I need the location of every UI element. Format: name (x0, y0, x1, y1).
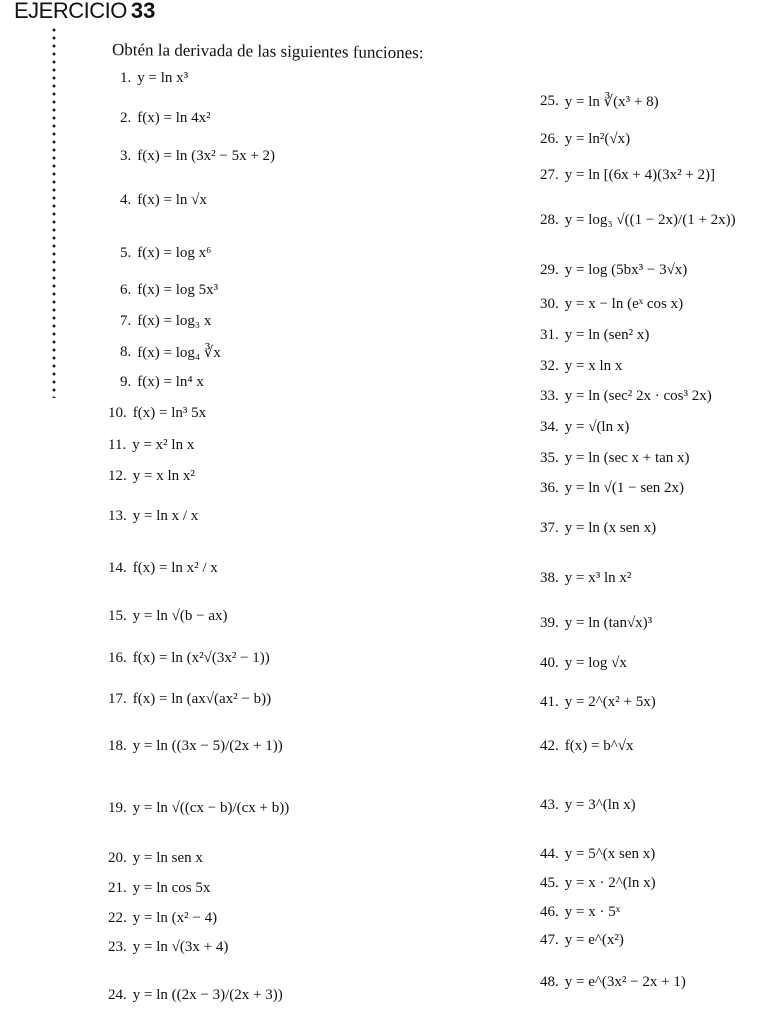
exercise-item-37: 37. y = ln (x sen x) (540, 520, 657, 536)
exercise-item-33: 33. y = ln (sec² 2x · cos³ 2x) (540, 388, 712, 404)
exercise-item-22: 22. y = ln (x² − 4) (108, 910, 218, 926)
instruction-text: Obtén la derivada de las siguientes funciones: (111, 40, 424, 63)
exercise-item-30: 30. y = x − ln (eˣ cos x) (540, 296, 684, 312)
exercise-item-45: 45. y = x · 2^(ln x) (540, 875, 656, 891)
exercise-item-34: 34. y = √(ln x) (540, 419, 630, 435)
exercise-item-44: 44. y = 5^(x sen x) (540, 846, 656, 862)
exercise-item-23: 23. y = ln √(3x + 4) (108, 939, 229, 955)
exercise-item-18: 18. y = ln ((3x − 5)/(2x + 1)) (108, 738, 283, 754)
exercise-item-14: 14. f(x) = ln x² / x (108, 560, 218, 576)
exercise-item-5: 5. f(x) = log x⁶ (120, 245, 212, 261)
exercise-item-39: 39. y = ln (tan√x)³ (540, 615, 653, 631)
exercise-item-43: 43. y = 3^(ln x) (540, 797, 636, 813)
exercise-item-27: 27. y = ln [(6x + 4)(3x² + 2)] (540, 167, 716, 183)
exercise-item-9: 9. f(x) = ln⁴ x (120, 374, 204, 390)
exercise-item-8: 8. f(x) = log₄ ∛x (120, 344, 221, 361)
exercise-number: 33 (130, 0, 156, 23)
exercise-item-16: 16. f(x) = ln (x²√(3x² − 1)) (108, 650, 270, 666)
exercise-item-28: 28. y = log₃ √((1 − 2x)/(1 + 2x)) (540, 212, 736, 228)
exercise-item-46: 46. y = x · 5ˣ (540, 904, 621, 920)
exercise-item-41: 41. y = 2^(x² + 5x) (540, 694, 656, 710)
exercise-item-38: 38. y = x³ ln x² (540, 570, 632, 586)
exercise-item-11: 11. y = x² ln x (108, 437, 195, 453)
exercise-item-47: 47. y = e^(x²) (540, 932, 624, 948)
exercise-item-25: 25. y = ln ∛(x³ + 8) (540, 93, 659, 110)
exercise-item-20: 20. y = ln sen x (108, 850, 203, 866)
exercise-item-2: 2. f(x) = ln 4x² (120, 110, 211, 126)
exercise-item-48: 48. y = e^(3x² − 2x + 1) (540, 974, 686, 990)
exercise-item-31: 31. y = ln (sen² x) (540, 327, 650, 343)
exercise-item-13: 13. y = ln x / x (108, 508, 199, 524)
exercise-item-21: 21. y = ln cos 5x (108, 880, 211, 896)
exercise-item-17: 17. f(x) = ln (ax√(ax² − b)) (108, 691, 272, 707)
exercise-item-4: 4. f(x) = ln √x (120, 192, 207, 208)
exercise-title: EJERCICIO (14, 0, 127, 23)
exercise-item-29: 29. y = log (5bx³ − 3√x) (540, 262, 688, 278)
exercise-item-35: 35. y = ln (sec x + tan x) (540, 450, 690, 466)
exercise-item-3: 3. f(x) = ln (3x² − 5x + 2) (120, 148, 276, 164)
exercise-item-12: 12. y = x ln x² (108, 468, 195, 484)
exercise-item-7: 7. f(x) = log₃ x (120, 313, 212, 329)
exercise-item-40: 40. y = log √x (540, 655, 627, 671)
exercise-item-19: 19. y = ln √((cx − b)/(cx + b)) (108, 800, 290, 816)
exercise-item-6: 6. f(x) = log 5x³ (120, 282, 219, 298)
exercise-item-1: 1. y = ln x³ (120, 70, 189, 86)
exercise-item-26: 26. y = ln²(√x) (540, 131, 631, 147)
exercise-item-15: 15. y = ln √(b − ax) (108, 608, 228, 624)
exercise-item-32: 32. y = x ln x (540, 358, 623, 374)
exercise-item-42: 42. f(x) = b^√x (540, 738, 634, 754)
exercise-item-10: 10. f(x) = ln³ 5x (108, 405, 207, 421)
exercise-item-24: 24. y = ln ((2x − 3)/(2x + 3)) (108, 987, 283, 1003)
exercise-item-36: 36. y = ln √(1 − sen 2x) (540, 480, 685, 496)
